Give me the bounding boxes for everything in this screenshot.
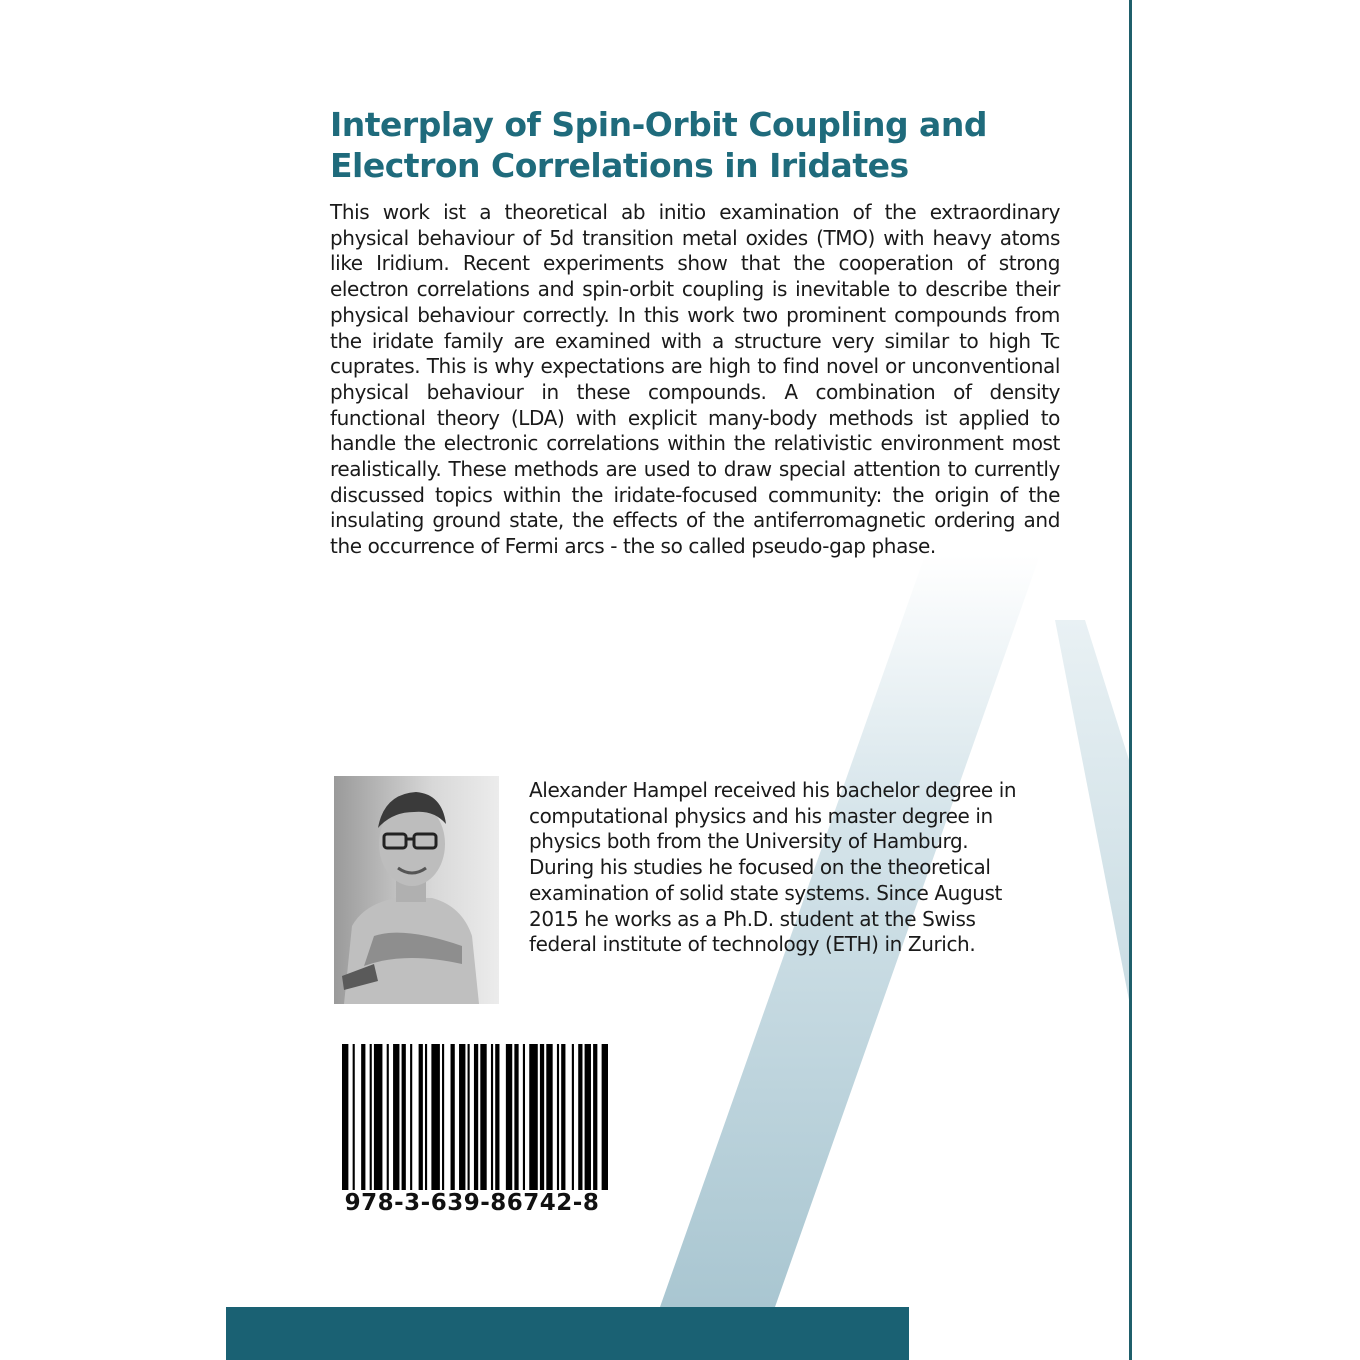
barcode-bar — [495, 1044, 499, 1190]
spine-divider-line — [1129, 0, 1132, 1360]
barcode-bar — [480, 1044, 486, 1190]
barcode-bar — [602, 1044, 608, 1190]
bio-line: computational physics and his master degree in — [529, 803, 993, 828]
barcode-bar — [514, 1044, 518, 1190]
barcode-bar — [506, 1044, 512, 1190]
barcode-bar — [370, 1044, 372, 1190]
barcode-bar — [442, 1044, 444, 1190]
barcode-bar — [459, 1044, 465, 1190]
barcode-bar — [425, 1044, 427, 1190]
barcode-bar — [546, 1044, 552, 1190]
title-line-1: Interplay of Spin-Orbit Coupling and — [330, 105, 987, 144]
barcode-bar — [393, 1044, 399, 1190]
chevron-right-stroke — [1055, 620, 1129, 1000]
barcode-bar — [402, 1044, 406, 1190]
barcode-bar — [387, 1044, 389, 1190]
bio-line: 2015 he works as a Ph.D. student at the Swiss — [529, 906, 976, 931]
isbn-number: 978-3-639-86742-8 — [344, 1190, 600, 1216]
barcode-bar — [578, 1044, 582, 1190]
barcode-bar — [374, 1044, 383, 1190]
barcode-bar — [353, 1044, 355, 1190]
barcode-bar — [474, 1044, 478, 1190]
barcode-bar — [561, 1044, 565, 1190]
bio-line: examination of solid state systems. Since August — [529, 880, 1002, 905]
barcode-bar — [342, 1044, 348, 1190]
barcode-bar — [431, 1044, 440, 1190]
author-photo — [334, 776, 499, 1004]
barcode-bar — [523, 1044, 525, 1190]
barcode-bar — [593, 1044, 597, 1190]
barcode-bar — [529, 1044, 538, 1190]
barcode-bar — [451, 1044, 455, 1190]
bio-line: physics both from the University of Hamburg. — [529, 829, 969, 854]
barcode-bars — [342, 1044, 608, 1190]
barcode-bar — [491, 1044, 493, 1190]
barcode-bar — [410, 1044, 412, 1190]
book-abstract: This work ist a theoretical ab initio examination of the extraordinary physical behaviour of 5d transition metal oxides (TMO) with heavy atoms like Iridium. Recent experiments show that the cooperation of strong electron correlations and spin-orbit coupling is inevitable to describe their physical behaviour correctly. In this work two prominent compounds from the iridate family are examined with a structure very similar to high Tc cuprates. This is why expectations are high to find novel or unconventional physical behaviour in these compounds. A combination of density functional theory (LDA) with explicit many-body methods ist applied to handle the electronic correlations within the relativistic environment most realistically. These methods are used to draw special attention to currently discussed topics within the iridate-focused community: the origin of the insulating ground state, the effects of the antiferromagnetic ordering and the occurrence of Fermi arcs - the so called pseudo-gap phase. — [330, 200, 1060, 559]
author-biography — [529, 778, 1049, 958]
barcode-bar — [572, 1044, 574, 1190]
title-line-2: Electron Correlations in Iridates — [330, 146, 909, 185]
barcode-bar — [419, 1044, 423, 1190]
isbn-barcode — [322, 1030, 622, 1230]
barcode-bar — [585, 1044, 591, 1190]
barcode-bar — [540, 1044, 544, 1190]
bio-line: Alexander Hampel received his bachelor degree in — [529, 778, 1017, 802]
bottom-color-band — [226, 1307, 909, 1360]
barcode-bar — [361, 1044, 365, 1190]
barcode-bar — [468, 1044, 470, 1190]
author-portrait-illustration — [334, 776, 499, 1004]
bio-line: During his studies he focused on the theoretical — [529, 855, 991, 880]
book-title — [330, 104, 1070, 186]
bio-line: federal institute of technology (ETH) in Zurich. — [529, 932, 976, 957]
barcode-bar — [557, 1044, 559, 1190]
